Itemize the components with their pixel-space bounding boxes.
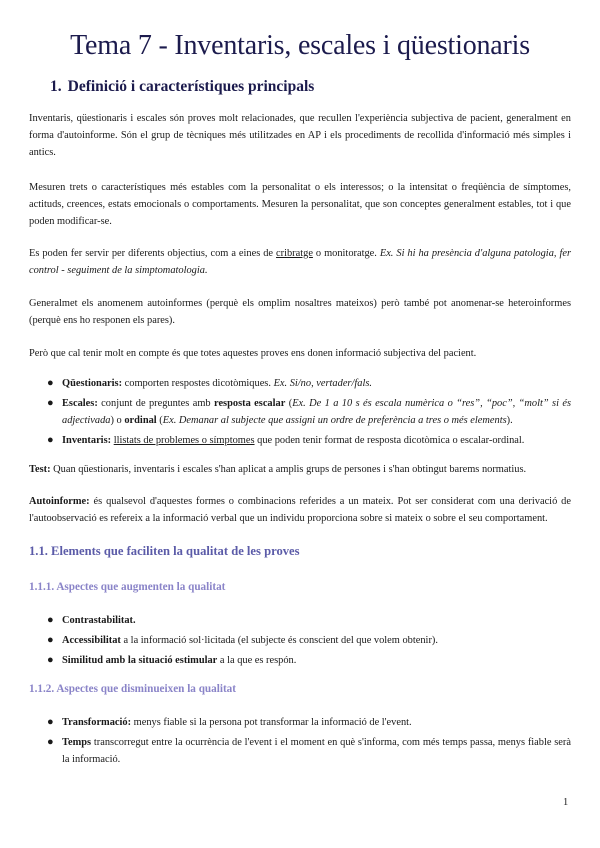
objectives-example: Ex. Si hi ha presència d'alguna patologia, fer control - seguiment de la simptomatologia. — [29, 248, 571, 276]
objectives-text-2: o monitoratge. — [312, 248, 380, 259]
bullet-icon: ● — [47, 716, 54, 728]
escales-text-3: ) o — [110, 415, 125, 426]
accessibilitat-text: a la informació sol·licitada (el subjecte és conscient del que volem obtenir). — [120, 635, 438, 646]
escales-label: Escales: — [62, 398, 98, 409]
section-1-title: Definició i característiques principals — [67, 78, 315, 95]
inventaris-text: que poden tenir format de resposta dicotòmica o escalar-ordinal. — [254, 435, 525, 446]
list-item-accessibilitat — [29, 632, 571, 649]
questionaris-example: Ex. Si/no, vertader/fals. — [273, 378, 372, 389]
list-item-inventaris — [29, 432, 571, 449]
paragraph-subjective: Però que cal tenir molt en compte és que totes aquestes proves ens donen informació subjectiva del pacient. — [29, 348, 477, 359]
bullet-icon: ● — [47, 434, 54, 446]
list-item-transformacio — [29, 714, 571, 731]
paragraph-measures: Mesuren trets o característiques més estables com la personalitat o els interessos; o la intensitat o freqüència de símptomes, actituds, creences, estats emocionals o comportaments. Mesuren la personalitat, que son conceptes generalment estables, tot i que poden modificar-se. — [29, 182, 571, 227]
autoinforme-text: és qualsevol d'aquestes formes o combinacions referides a un mateix. Pot ser considerat com una derivació de l'autoobservació es refereix a la informació verbal que un individu proporciona sobre si mateix o sobre el seu comportament. — [29, 496, 571, 524]
escales-text-4: ( — [156, 415, 163, 426]
escales-ordinal: ordinal — [124, 415, 157, 426]
temps-label: Temps — [62, 737, 92, 748]
list-item-contrastabilitat — [29, 612, 571, 629]
escales-text-5: ). — [506, 415, 513, 426]
escales-example-2: Ex. Demanar al subjecte que assigni un ordre de preferència a tres o més elements — [162, 415, 507, 426]
decrease-quality-list — [29, 714, 571, 771]
objectives-text: Es poden fer servir per diferents objectius, com a eines de — [29, 248, 277, 259]
paragraph-autoinformes: Generalmet els anomenem autoinformes (perquè els omplim nosaltres mateixos) però també pot anomenar-se heteroinformes (perquè ens ho responen els pares). — [29, 298, 571, 326]
cribratge-term: cribratge — [276, 248, 313, 259]
bullet-icon: ● — [47, 397, 54, 409]
escales-text: conjunt de preguntes amb — [97, 398, 215, 409]
section-1-1-1-heading: 1.1.1. Aspectes que augmenten la qualitat — [29, 581, 226, 593]
definitions-list — [29, 375, 571, 452]
paragraph-intro: Inventaris, qüestionaris i escales són proves molt relacionades, que recullen l'experiència subjectiva de pacient, generalment en forma d'autoinforme. Són el grup de tècniques més utilitzades en AP i els procediments de recollida d'informació més simples i antics. — [29, 113, 571, 158]
list-item-temps — [29, 734, 571, 768]
document-title: Tema 7 - Inventaris, escales i qüestionaris — [70, 30, 530, 61]
escales-example: Ex. De 1 a 10 s és escala numèrica o “res”, “poc”, “molt” si és adjectivada — [62, 398, 572, 426]
accessibilitat-label: Accessibilitat — [62, 635, 121, 646]
paragraph-autoinforme — [29, 493, 571, 527]
escales-text-2: ( — [285, 398, 293, 409]
inventaris-underline: llistats de problemes o símptomes — [113, 435, 255, 446]
contrastabilitat-label: Contrastabilitat. — [62, 615, 136, 626]
bullet-icon: ● — [47, 614, 54, 626]
list-item-escales — [29, 395, 571, 429]
autoinforme-label: Autoinforme: — [29, 496, 90, 507]
section-1-1-2-heading: 1.1.2. Aspectes que disminueixen la qualitat — [29, 683, 236, 695]
temps-text: transcorregut entre la ocurrència de l'event i el moment en què s'informa, com més temps passa, menys fiable serà la informació. — [62, 737, 571, 765]
section-1-heading — [50, 78, 314, 96]
section-1-1-heading: 1.1. Elements que faciliten la qualitat de les proves — [29, 544, 300, 558]
similitud-text: a la que es respón. — [217, 655, 297, 666]
transformacio-label: Transformació: — [62, 717, 132, 728]
bullet-icon: ● — [47, 654, 54, 666]
page-number: 1 — [563, 797, 569, 808]
bullet-icon: ● — [47, 377, 54, 389]
paragraph-objectives — [29, 245, 571, 279]
questionaris-label: Qüestionaris: — [62, 378, 123, 389]
increase-quality-list — [29, 612, 571, 672]
bullet-icon: ● — [47, 736, 54, 748]
section-1-number: 1. — [50, 78, 62, 95]
transformacio-text: menys fiable si la persona pot transformar la informació de l'event. — [131, 717, 412, 728]
test-text: Quan qüestionaris, inventaris i escales s'han aplicat a amplis grups de persones i s'han obtingut barems normatius. — [50, 464, 527, 475]
similitud-label: Similitud amb la situació estimular — [62, 655, 218, 666]
inventaris-label: Inventaris: — [62, 435, 112, 446]
list-item-questionaris — [29, 375, 571, 392]
paragraph-test — [29, 461, 571, 478]
questionaris-text: comporten respostes dicotòmiques. — [122, 378, 274, 389]
bullet-icon: ● — [47, 634, 54, 646]
escales-bold: resposta escalar — [214, 398, 286, 409]
test-label: Test: — [29, 464, 51, 475]
list-item-similitud — [29, 652, 571, 669]
